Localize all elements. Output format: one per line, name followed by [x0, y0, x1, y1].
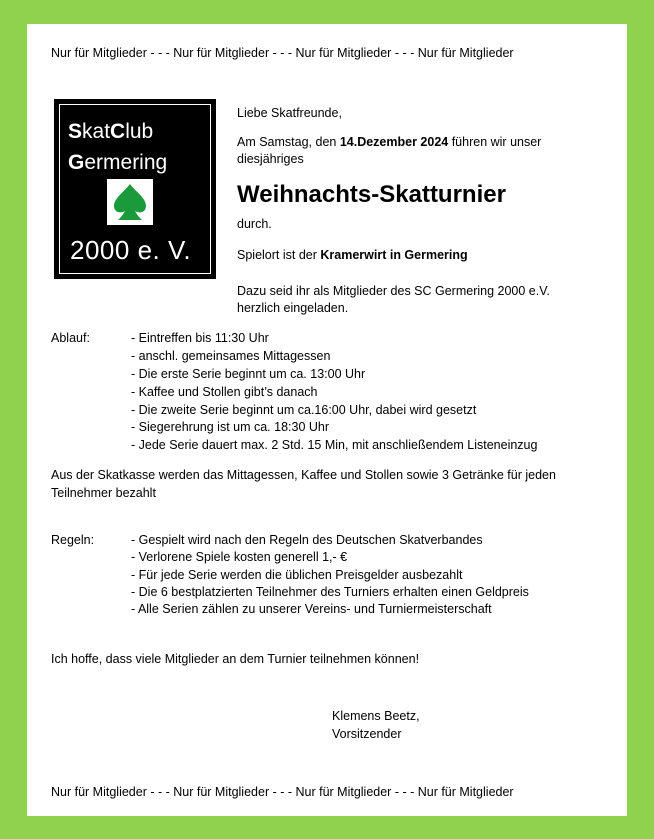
date-line-2: diesjähriges — [237, 152, 304, 166]
list-item: - Verlorene Spiele kosten generell 1,- € — [131, 550, 348, 564]
greeting: Liebe Skatfreunde, — [237, 106, 342, 120]
list-item: - Für jede Serie werden die üblichen Preisgelder ausbezahlt — [131, 568, 463, 582]
club-logo — [54, 99, 216, 279]
closing-sentence: Ich hoffe, dass viele Mitglieder an dem Turnier teilnehmen können! — [51, 652, 420, 666]
list-item: - Die 6 bestplatzierten Teilnehmer des Turniers erhalten einen Geldpreis — [131, 585, 529, 599]
logo-year: 2000 e. V. — [70, 235, 192, 265]
list-item: - Kaffee und Stollen gibt’s danach — [131, 385, 318, 399]
venue-line: Spielort ist der Kramerwirt in Germering — [237, 248, 468, 262]
logo-line-germering: Germering — [68, 151, 168, 174]
list-item: - Siegerehrung ist um ca. 18:30 Uhr — [131, 420, 330, 434]
kasse-line-1: Aus der Skatkasse werden das Mittagessen, Kaffee und Stollen sowie 3 Getränke für jeden — [51, 468, 556, 482]
ablauf-label: Ablauf: — [51, 331, 90, 345]
list-item: - Eintreffen bis 11:30 Uhr — [131, 331, 269, 345]
logo-line-skatclub: SkatClub — [68, 120, 154, 143]
flyer-page — [27, 24, 627, 816]
after-title: durch. — [237, 217, 272, 231]
list-item: - Alle Serien zählen zu unserer Vereins- und Turniermeisterschaft — [131, 602, 492, 616]
regeln-label: Regeln: — [51, 533, 95, 547]
venue-name: Kramerwirt in Germering — [320, 248, 468, 262]
list-item: - Die zweite Serie beginnt um ca.16:00 Uhr, dabei wird gesetzt — [131, 403, 477, 417]
event-date: 14.Dezember 2024 — [339, 135, 449, 149]
members-only-banner-top: Nur für Mitglieder - - - Nur für Mitglieder - - - Nur für Mitglieder - - - Nur für Mitglieder — [51, 46, 514, 60]
invite-line-1: Dazu seid ihr als Mitglieder des SC Germering 2000 e.V. — [237, 284, 550, 298]
members-only-banner-bottom: Nur für Mitglieder - - - Nur für Mitglieder - - - Nur für Mitglieder - - - Nur für Mitglieder — [51, 785, 514, 799]
date-line: Am Samstag, den 14.Dezember 2024 führen wir unser — [237, 135, 542, 149]
event-title: Weihnachts-Skatturnier — [237, 181, 506, 208]
spade-icon — [107, 179, 153, 225]
list-item: - Gespielt wird nach den Regeln des Deutschen Skatverbandes — [131, 533, 483, 547]
list-item: - anschl. gemeinsames Mittagessen — [131, 349, 331, 363]
list-item: - Die erste Serie beginnt um ca. 13:00 Uhr — [131, 367, 366, 381]
signature-name: Klemens Beetz, — [332, 709, 420, 723]
list-item: - Jede Serie dauert max. 2 Std. 15 Min, mit anschließendem Listeneinzug — [131, 438, 538, 452]
kasse-line-2: Teilnehmer bezahlt — [51, 486, 156, 500]
signature-role: Vorsitzender — [332, 727, 402, 741]
invite-line-2: herzlich eingeladen. — [237, 301, 349, 315]
